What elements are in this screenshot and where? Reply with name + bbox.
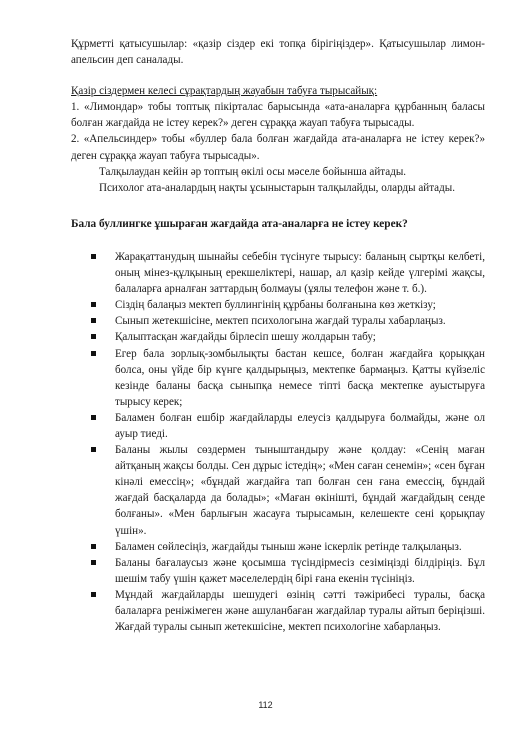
list-item-text: Егер бала зорлық-зомбылықты бастан кешсе, болған жағдайға қорыққан болса, оны үйде бір күнге қалдырыңыз, мектепке бармаңыз. Қатты күйзеліс кезінде баланы басқа сыныпқа немесе тіпті басқа мектепке ауыстыруға тырысу керек; (115, 347, 485, 408)
list-item (71, 555, 485, 587)
question-1: 1. «Лимондар» тобы топтық пікірталас барысында «ата-аналарға құрбанның баласы болған жағдайда не істеу керек?» деген сұраққа жауап табуға тырысады. (71, 101, 485, 130)
list-item (71, 539, 485, 555)
square-bullet-icon (91, 254, 96, 259)
task-heading: Қазір сіздермен келесі сұрақтардың жауабын табуға тырысайық: (71, 85, 378, 98)
list-item-text: Мұндай жағдайларды шешудегі өзінің сәтті тәжірибесі туралы, басқа балаларға реніжімеген және ашуланбаған жағдайлар туралы айтып беріңізші. Жағдай туралы сынып жетекшісіне, мектеп психологіне хабарлаңыз. (115, 588, 485, 634)
square-bullet-icon (91, 302, 96, 307)
square-bullet-icon (91, 544, 96, 549)
page-number: 112 (258, 700, 273, 710)
square-bullet-icon (91, 592, 96, 597)
square-bullet-icon (91, 415, 96, 420)
square-bullet-icon (91, 447, 96, 452)
psychologist-paragraph: Психолог ата-аналардың нақты ұсыныстарын талқылайды, оларды айтады. (99, 181, 455, 194)
list-item-text: Сіздің балаңыз мектеп буллингінің құрбаны болғанына көз жеткізу; (115, 299, 436, 312)
list-item (71, 313, 485, 329)
section-title: Бала буллингке ұшыраған жағдайда ата-аналарға не істеу керек? (71, 217, 408, 230)
list-item (71, 329, 485, 345)
list-item (71, 587, 485, 635)
document-page (71, 36, 485, 635)
list-item (71, 410, 485, 442)
question-2: 2. «Апельсиндер» тобы «буллер бала болған жағдайда ата-аналарға не істеу керек?» деген сұраққа жауап табуға тырысады». (71, 133, 485, 162)
list-item-text: Баламен сөйлесіңіз, жағдайды тыныш және іскерлік ретінде талқылаңыз. (115, 540, 462, 553)
list-item (71, 297, 485, 313)
list-item-text: Баланы бағалаусыз және қосымша түсіндірмесіз сезіміңізді білдіріңіз. Бұл шешім табу үшін қажет мәселелердің бірі ғана екенін түсініңіз. (115, 556, 485, 585)
square-bullet-icon (91, 318, 96, 323)
intro-paragraph: Құрметті қатысушылар: «қазір сіздер екі топқа бірігіңіздер». Қатысушылар лимон-апельсин деп саналады. (71, 38, 485, 67)
list-item-text: Баламен болған ешбір жағдайларды елеусіз қалдыруға болмайды, және ол ауыр тиеді. (115, 411, 485, 440)
square-bullet-icon (91, 334, 96, 339)
recommendation-list (71, 249, 485, 635)
list-item (71, 346, 485, 410)
discussion-paragraph: Талқылаудан кейін әр топтың өкілі осы мәселе бойынша айтады. (99, 165, 407, 178)
list-item-text: Қалыптасқан жағдайды бірлесіп шешу жолдарын табу; (115, 331, 376, 344)
list-item-text: Жарақаттанудың шынайы себебін түсінуге тырысу: баланың сыртқы келбеті, оның мінез-құлқының ерекшеліктері, нашар, ал қазір кейде үлгерімі жақсы, балаларға арналған заттардың болмауы (ұялы телефон және т. б.). (115, 250, 485, 296)
square-bullet-icon (91, 351, 96, 356)
list-item (71, 249, 485, 297)
list-item-text: Сынып жетекшісіне, мектеп психологына жағдай туралы хабарлаңыз. (115, 315, 446, 328)
square-bullet-icon (91, 560, 96, 565)
list-item (71, 442, 485, 539)
list-item-text: Баланы жылы сөздермен тыныштандыру және қолдау: «Сенің маған айтқаның жақсы болды. Сен дұрыс істедің»; «Мен саған сенемін»; «сен бұған кінәлі емессің»; «бұндай жағдайға тап болған сен ғана емессің, бұндай жағдай басқаларда да болады»; «Маған өкінішті, бұндай жағдайдың сенде болғаны». «Мен барлығын жасауға тырысамын, келешекте сені қорықпау үшін». (115, 444, 485, 537)
